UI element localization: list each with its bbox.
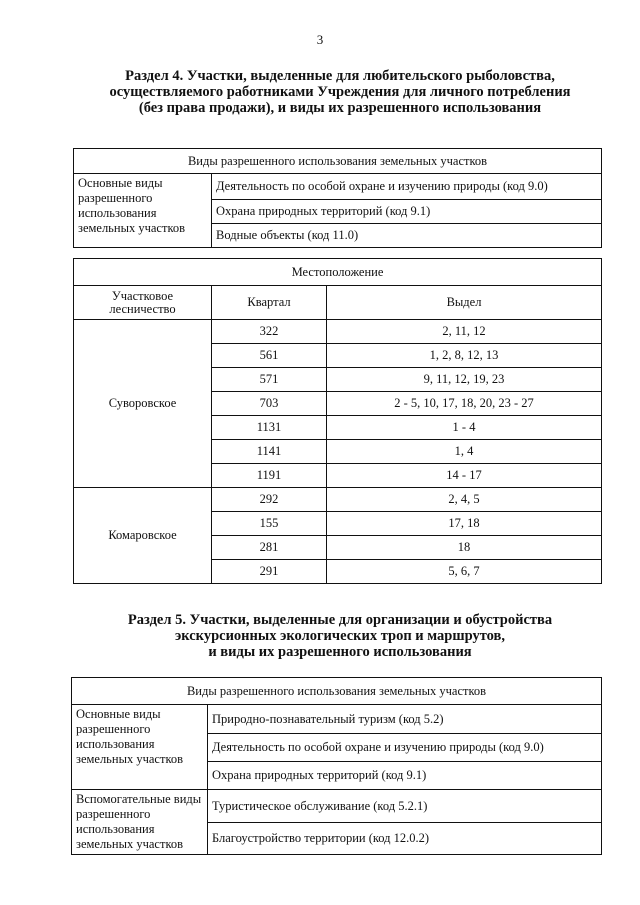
section-4-title-line: (без права продажи), и виды их разрешенного использования — [138, 100, 542, 116]
forestry-name: Комаровское — [74, 488, 212, 584]
uses-table-header: Виды разрешенного использования земельных участков — [74, 149, 602, 174]
aux-use-item: Благоустройство территории (код 12.0.2) — [208, 823, 602, 855]
plots-cell: 9, 11, 12, 19, 23 — [327, 368, 602, 392]
quarter-cell: 155 — [212, 512, 327, 536]
main-use-item: Водные объекты (код 11.0) — [212, 224, 602, 248]
section-5-title-line: экскурсионных экологических троп и маршрутов, — [174, 628, 506, 644]
plots-cell: 1, 4 — [327, 440, 602, 464]
quarter-cell: 1131 — [212, 416, 327, 440]
plots-cell: 2, 4, 5 — [327, 488, 602, 512]
quarter-cell: 322 — [212, 320, 327, 344]
page-number: 3 — [316, 32, 324, 47]
quarter-cell: 703 — [212, 392, 327, 416]
aux-uses-label: Вспомогательные виды разрешенного использования земельных участков — [72, 790, 208, 855]
plots-cell: 5, 6, 7 — [327, 560, 602, 584]
plots-cell: 17, 18 — [327, 512, 602, 536]
main-use-item: Природно-познавательный туризм (код 5.2) — [208, 705, 602, 734]
quarter-cell: 281 — [212, 536, 327, 560]
main-use-item: Деятельность по особой охране и изучению природы (код 9.0) — [208, 734, 602, 762]
plots-cell: 14 - 17 — [327, 464, 602, 488]
column-header-plots: Выдел — [327, 286, 602, 320]
quarter-cell: 1141 — [212, 440, 327, 464]
section-5-title-line: и виды их разрешенного использования — [208, 644, 472, 660]
plots-cell: 2 - 5, 10, 17, 18, 20, 23 - 27 — [327, 392, 602, 416]
section-4-title-line: Раздел 4. Участки, выделенные для любительского рыболовства, — [125, 68, 555, 84]
section-4-uses-table — [73, 148, 602, 248]
main-uses-label: Основные виды разрешенного использования земельных участков — [74, 174, 212, 248]
plots-cell: 1 - 4 — [327, 416, 602, 440]
main-uses-label: Основные виды разрешенного использования земельных участков — [72, 705, 208, 790]
plots-cell: 2, 11, 12 — [327, 320, 602, 344]
column-header-forestry: Участковое лесничество — [74, 286, 212, 320]
section-4-title — [60, 68, 620, 116]
plots-cell: 18 — [327, 536, 602, 560]
location-table-header: Местоположение — [74, 259, 602, 286]
quarter-cell: 1191 — [212, 464, 327, 488]
section-5-uses-table — [71, 677, 602, 855]
location-table — [73, 258, 602, 584]
quarter-cell: 292 — [212, 488, 327, 512]
quarter-cell: 571 — [212, 368, 327, 392]
section-4-title-line: осуществляемого работниками Учреждения для личного потребления — [109, 84, 571, 100]
section-5-title — [60, 612, 620, 660]
uses-table-header: Виды разрешенного использования земельных участков — [72, 678, 602, 705]
quarter-cell: 561 — [212, 344, 327, 368]
section-5-title-line: Раздел 5. Участки, выделенные для организации и обустройства — [127, 612, 553, 628]
forestry-name: Суворовское — [74, 320, 212, 488]
column-header-quarter: Квартал — [212, 286, 327, 320]
plots-cell: 1, 2, 8, 12, 13 — [327, 344, 602, 368]
main-use-item: Деятельность по особой охране и изучению природы (код 9.0) — [212, 174, 602, 200]
quarter-cell: 291 — [212, 560, 327, 584]
main-use-item: Охрана природных территорий (код 9.1) — [212, 200, 602, 224]
aux-use-item: Туристическое обслуживание (код 5.2.1) — [208, 790, 602, 823]
main-use-item: Охрана природных территорий (код 9.1) — [208, 762, 602, 790]
